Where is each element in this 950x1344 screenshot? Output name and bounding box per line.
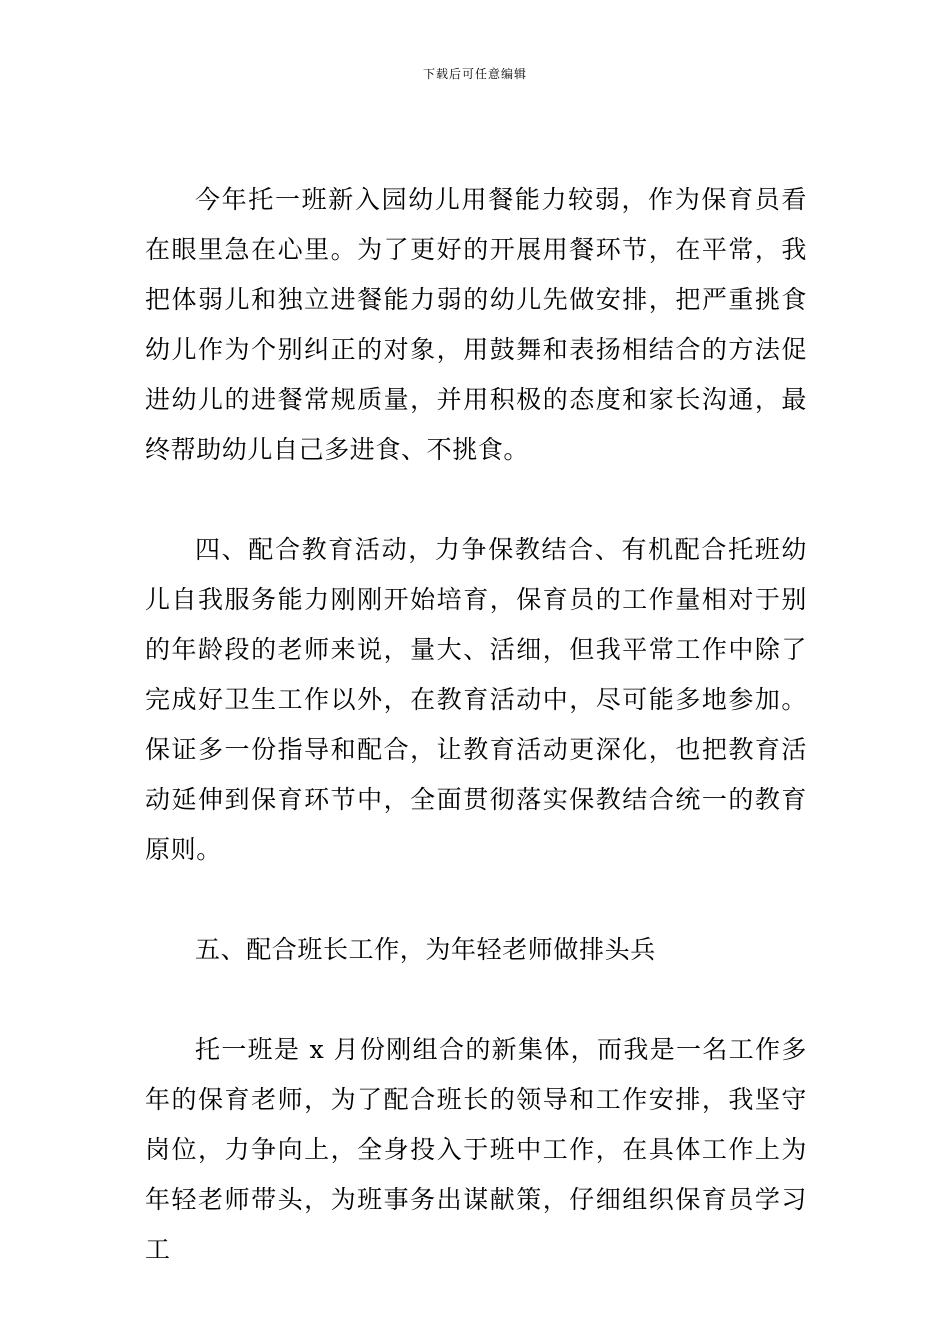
page-header: 下载后可任意编辑 bbox=[422, 67, 527, 81]
paragraph-spacer bbox=[145, 975, 807, 1025]
section-five-heading: 五、配合班长工作，为年轻老师做排头兵 bbox=[195, 935, 656, 964]
paragraph-section-four: 四、配合教育活动，力争保教结合、有机配合托班幼儿自我服务能力刚刚开始培育，保育员的工作量相对于别的年龄段的老师来说，量大、活细，但我平常工作中除了完成好卫生工作以外，在教育活动中，尽可能多地参加。保证多一份指导和配合，让教育活动更深化，也把教育活动延伸到保育环节中，全面贯彻落实保教结合统一的教育原则。 bbox=[145, 535, 807, 864]
paragraph-spacer bbox=[145, 875, 807, 925]
paragraph-meal-care: 今年托一班新入园幼儿用餐能力较弱，作为保育员看在眼里急在心里。为了更好的开展用餐环节，在平常，我把体弱儿和独立进餐能力弱的幼儿先做安排，把严重挑食幼儿作为个别纠正的对象，用鼓舞和表扬相结合的方法促进幼儿的进餐常规质量，并用积极的态度和家长沟通，最终帮助幼儿自己多进食、不挑食。 bbox=[145, 185, 807, 464]
paragraph-spacer bbox=[145, 475, 807, 525]
document-body bbox=[145, 175, 807, 1275]
paragraph-section-five: 托一班是 x 月份刚组合的新集体，而我是一名工作多年的保育老师，为了配合班长的领导和工作安排，我坚守岗位，力争向上，全身投入于班中工作，在具体工作上为年轻老师带头，为班事务出谋献策，仔细组织保育员学习工 bbox=[145, 1035, 807, 1264]
